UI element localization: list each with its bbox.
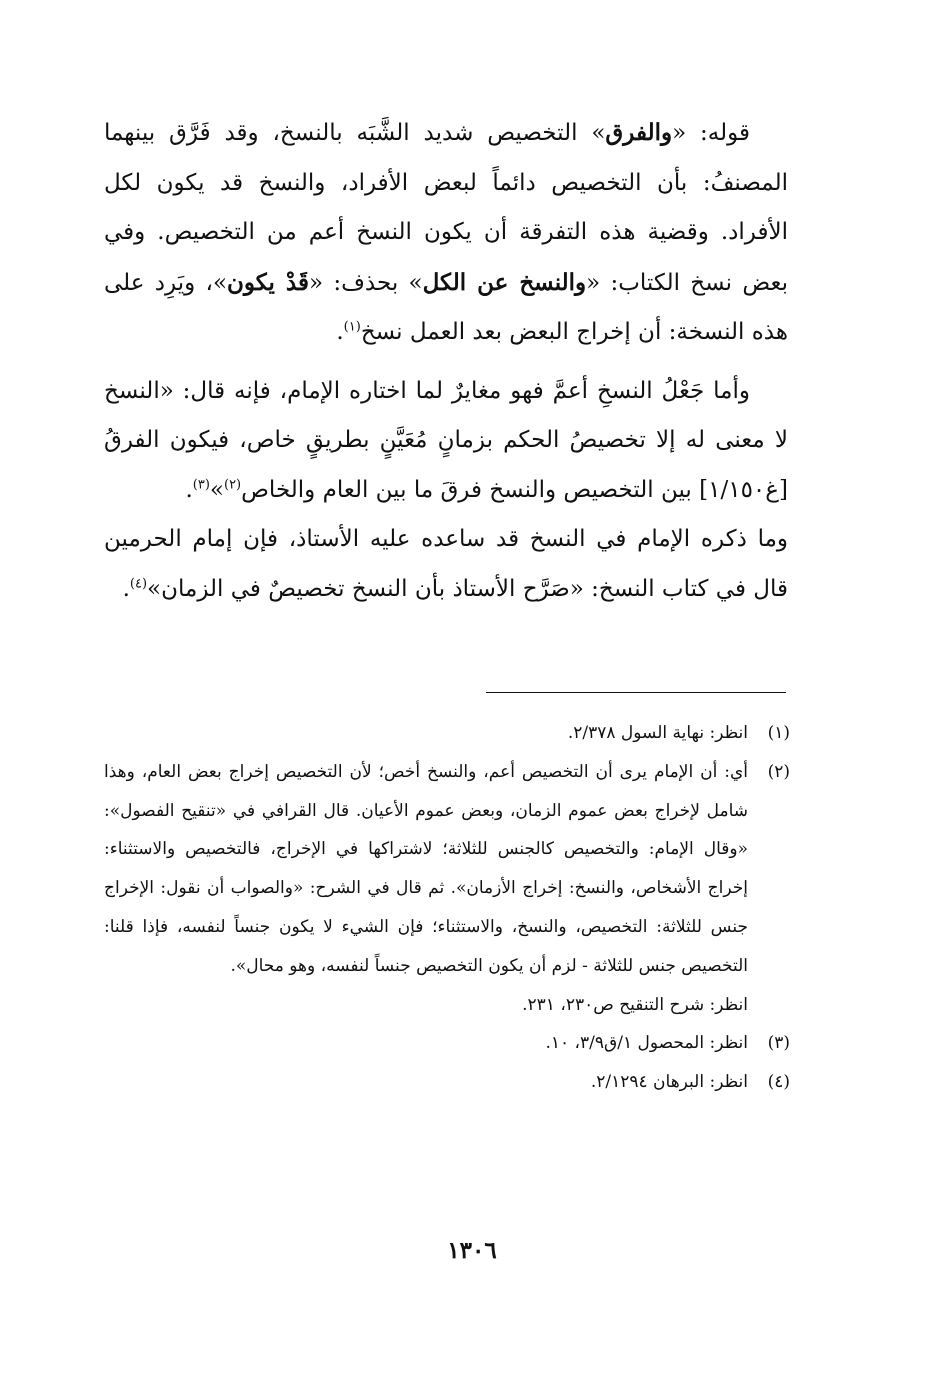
- paragraph-2: [104, 367, 788, 516]
- paragraph-3: [104, 515, 788, 614]
- text-run: .: [185, 476, 193, 503]
- text-run: وما ذكره الإمام في النسخ قد ساعده عليه الأستاذ، فإن إمام الحرمين قال في كتاب النسخ: «صَرَّح الأستاذ بأن النسخ تخصيصٌ في الزمان»: [104, 526, 788, 602]
- footnote-2: [104, 753, 790, 986]
- footnote-text: أي: أن الإمام يرى أن التخصيص أعم، والنسخ أخص؛ لأن التخصيص إخراج بعض العام، وهذا شامل لإخراج بعض عموم الزمان، وبعض عموم الأعيان. قال القرافي في «تنقيح الفصول»: «وقال الإمام: والتخصيص كالجنس للثلاثة؛ لاشتراكها في الإخراج، فالتخصيص والاستثناء: إخراج الأشخاص، والنسخ: إخراج الأزمان». ثم قال في الشرح: «والصواب أن نقول: الإخراج جنس للثلاثة: التخصيص، والنسخ، والاستثناء؛ فإن الشيء لا يكون جنساً لنفسه، فإذا قلنا: التخصيص جنس للثلاثة - لزم أن يكون التخصيص جنساً لنفسه، وهو محال».: [104, 761, 748, 976]
- text-run: وأما جَعْلُ النسخِ أعمَّ فهو مغايرٌ لما اختاره الإمام، فإنه قال: «النسخ لا معنى له إلا تخصيصُ الحكم بزمانٍ مُعَيَّنٍ بطريقٍ خاص، فيكون الفرقُ [غ١/١٥٠] بين التخصيص والنسخ فرقَ ما بين العام والخاص: [104, 377, 789, 503]
- footnote-number: (١): [767, 723, 790, 743]
- footnote-ref-3[interactable]: (٣): [192, 476, 210, 492]
- footnote-ref-4[interactable]: (٤): [129, 575, 148, 591]
- footnote-ref-2[interactable]: (٢): [223, 476, 242, 492]
- footnote-text: انظر: المحصول ١/ق٣/٩، ١٠.: [545, 1033, 748, 1054]
- footnote-1: [104, 714, 790, 753]
- bold-term-walfarq: والفرق: [605, 119, 673, 146]
- bold-term-qad-yakun: قَدْ يكون: [227, 268, 309, 296]
- footnote-text: انظر: البرهان ٢/١٢٩٤.: [590, 1072, 748, 1093]
- footnote-number: (٢): [767, 761, 790, 782]
- footnote-number: (٣): [767, 1033, 790, 1054]
- paragraph-1: [104, 108, 788, 358]
- main-text: [104, 108, 788, 614]
- text-run: » التخصيص شديد الشَّبَه بالنسخ، وقد فَرَّق بينهما المصنفُ: بأن التخصيص دائماً لبعض الأفراد، والنسخ قد يكون لكل الأفراد. وقضية هذه التفرقة أن يكون النسخ أعم من التخصيص. وفي بعض نسخ الكتاب: «: [104, 120, 788, 296]
- footnote-2-reference: انظر: شرح التنقيح ص٢٣٠، ٢٣١.: [522, 994, 748, 1015]
- text-run: .: [336, 319, 344, 345]
- footnote-text: انظر: نهاية السول ٢/٣٧٨.: [567, 723, 748, 743]
- page-number: ١٣٠٦: [447, 1237, 497, 1264]
- text-run: »، ويَرِد على هذه النسخة: أن إخراج البعض بعد العمل نسخ: [104, 269, 788, 345]
- footnote-number: (٤): [767, 1072, 790, 1093]
- footnote-4: [104, 1063, 790, 1102]
- footnote-ref-1[interactable]: (١): [343, 319, 361, 335]
- text-run: » بحذف: «: [308, 269, 423, 296]
- footnote-3: [104, 1024, 790, 1063]
- footnotes: [104, 714, 790, 1102]
- text-run: .: [122, 575, 130, 602]
- footnote-separator: [486, 692, 786, 693]
- text-run: »: [209, 476, 224, 503]
- bold-term-naskh-an-alkull: والنسخ عن الكل: [422, 268, 587, 296]
- text-run: قوله: «: [672, 120, 750, 146]
